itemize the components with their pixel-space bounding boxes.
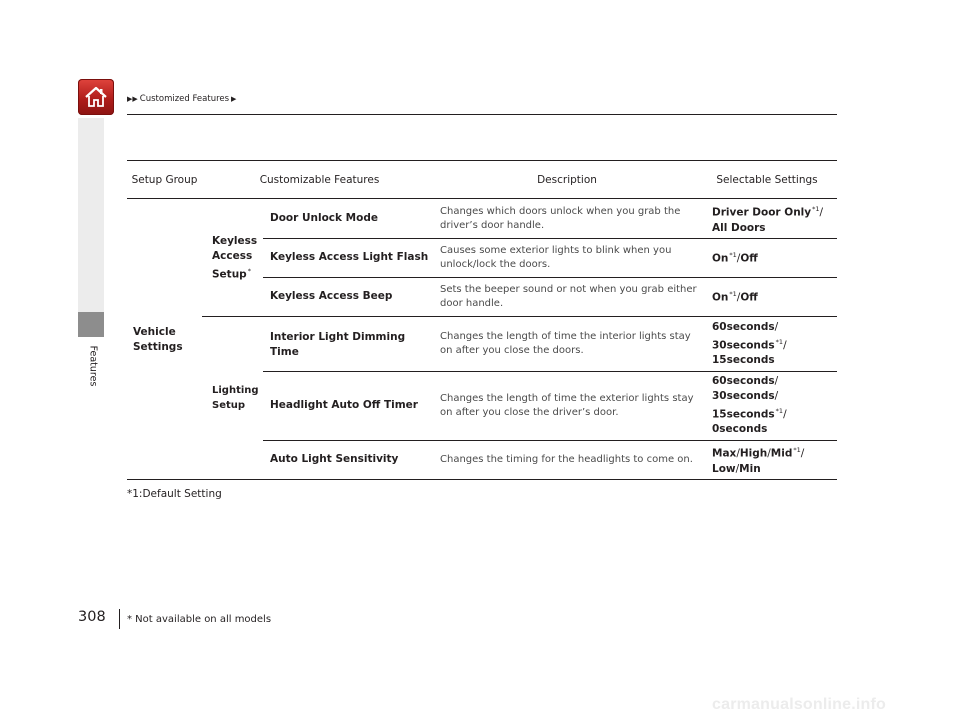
availability-footnote: * Not available on all models (127, 614, 272, 625)
header-divider (127, 114, 837, 115)
header-setup-group: Setup Group (131, 173, 198, 186)
sidebar-tab-marker (78, 312, 104, 337)
home-icon[interactable] (78, 79, 114, 115)
subgroup-divider (202, 316, 837, 317)
table-bottom-rule (127, 479, 837, 480)
subgroup-lighting-setup: Lighting Setup (212, 385, 259, 411)
header-description: Description (537, 173, 597, 186)
description-keyless-access-light-flash: Causes some exterior lights to blink when you unlock/lock the doors. (440, 244, 672, 270)
feature-headlight-auto-off-timer: Headlight Auto Off Timer (270, 399, 418, 411)
description-interior-light-dimming-time: Changes the length of time the interior lights stay on after you close the doors. (440, 330, 691, 356)
subgroup-keyless-label: Keyless Access Setup (212, 235, 258, 281)
breadcrumb (127, 94, 236, 104)
header-selectable-settings: Selectable Settings (716, 173, 818, 186)
settings-auto-light-sensitivity: Max/High/Mid$^{*1}$/ Low/Min (712, 446, 805, 475)
breadcrumb-link[interactable]: Customized Features (139, 94, 230, 104)
settings-door-unlock-mode: Driver Door Only$^{*1}$/ All Doors (712, 205, 824, 234)
description-door-unlock-mode: Changes which doors unlock when you grab the driver’s door handle. (440, 205, 681, 231)
settings-headlight-auto-off-timer: 60seconds/ 30seconds/ 15seconds$^{*1}$/ 0seconds (712, 374, 787, 436)
feature-auto-light-sensitivity: Auto Light Sensitivity (270, 453, 399, 465)
feature-interior-light-dimming-time: Interior Light Dimming Time (270, 331, 406, 358)
page-number: 308 (78, 609, 106, 625)
breadcrumb-arrow-icon: ▶▶ (127, 95, 138, 103)
settings-keyless-access-beep: On$^{*1}$/Off (712, 290, 758, 304)
sidebar-tab-background (78, 118, 104, 312)
customization-table (127, 160, 837, 482)
sidebar-section-label: Features (87, 345, 99, 387)
group-vehicle-settings: Vehicle Settings (133, 326, 183, 353)
feature-keyless-access-beep: Keyless Access Beep (270, 290, 393, 302)
feature-keyless-access-light-flash: Keyless Access Light Flash (270, 251, 429, 263)
settings-keyless-access-light-flash: On$^{*1}$/Off (712, 251, 758, 265)
description-auto-light-sensitivity: Changes the timing for the headlights to come on. (440, 453, 693, 465)
header-customizable-features: Customizable Features (259, 173, 380, 186)
subgroup-keyless-access-setup: Keyless Access Setup* (212, 235, 258, 281)
breadcrumb-arrow-icon: ▶ (231, 95, 237, 103)
description-keyless-access-beep: Sets the beeper sound or not when you grab either door handle. (440, 283, 697, 309)
settings-interior-light-dimming-time: 60seconds/ 30seconds$^{*1}$/ 15seconds (712, 320, 787, 367)
footer-divider (119, 609, 120, 629)
feature-door-unlock-mode: Door Unlock Mode (270, 211, 378, 224)
table-header-rule (127, 198, 837, 199)
watermark: carmanualsonline.info (712, 696, 887, 713)
description-headlight-auto-off-timer: Changes the length of time the exterior lights stay on after you close the driver’s door. (440, 392, 694, 418)
table-top-rule (127, 160, 837, 161)
default-setting-footnote: *1:Default Setting (127, 488, 222, 500)
